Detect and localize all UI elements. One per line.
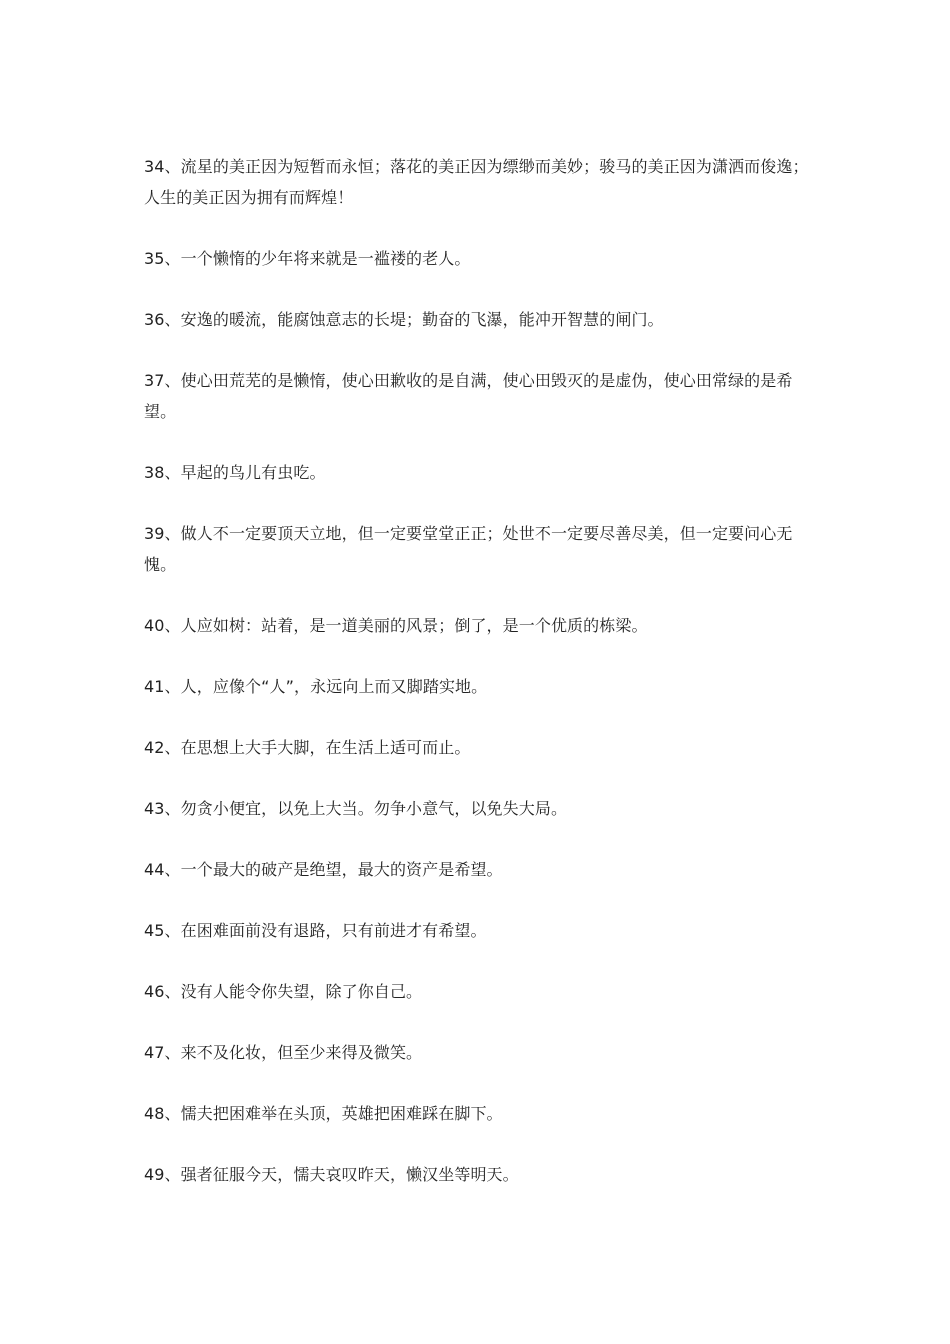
quote-paragraph: 34、流星的美正因为短暂而永恒；落花的美正因为缥缈而美妙；骏马的美正因为潇洒而俊逸；人生的美正因为拥有而辉煌！ xyxy=(144,157,809,207)
quote-paragraph: 49、强者征服今天，懦夫哀叹昨天，懒汉坐等明天。 xyxy=(144,1165,519,1184)
quote-paragraph: 38、早起的鸟儿有虫吃。 xyxy=(144,463,326,482)
quote-list xyxy=(144,151,812,1220)
quote-paragraph: 37、使心田荒芜的是懒惰，使心田歉收的是自满，使心田毁灭的是虚伪，使心田常绿的是希望。 xyxy=(144,371,793,421)
quote-paragraph: 40、人应如树：站着，是一道美丽的风景；倒了，是一个优质的栋梁。 xyxy=(144,616,648,635)
quote-paragraph: 48、懦夫把困难举在头顶，英雄把困难踩在脚下。 xyxy=(144,1104,503,1123)
quote-paragraph: 43、勿贪小便宜，以免上大当。勿争小意气，以免失大局。 xyxy=(144,799,568,818)
quote-paragraph: 41、人，应像个“人”，永远向上而又脚踏实地。 xyxy=(144,677,488,696)
quote-paragraph: 44、一个最大的破产是绝望，最大的资产是希望。 xyxy=(144,860,503,879)
quote-paragraph: 42、在思想上大手大脚，在生活上适可而止。 xyxy=(144,738,471,757)
quote-paragraph: 36、安逸的暖流，能腐蚀意志的长堤；勤奋的飞瀑，能冲开智慧的闸门。 xyxy=(144,310,664,329)
quote-paragraph: 35、一个懒惰的少年将来就是一褴褛的老人。 xyxy=(144,249,471,268)
quote-paragraph: 47、来不及化妆，但至少来得及微笑。 xyxy=(144,1043,423,1062)
quote-paragraph: 39、做人不一定要顶天立地，但一定要堂堂正正；处世不一定要尽善尽美，但一定要问心无愧。 xyxy=(144,524,793,574)
quote-paragraph: 45、在困难面前没有退路，只有前进才有希望。 xyxy=(144,921,487,940)
quote-paragraph: 46、没有人能令你失望，除了你自己。 xyxy=(144,982,423,1001)
